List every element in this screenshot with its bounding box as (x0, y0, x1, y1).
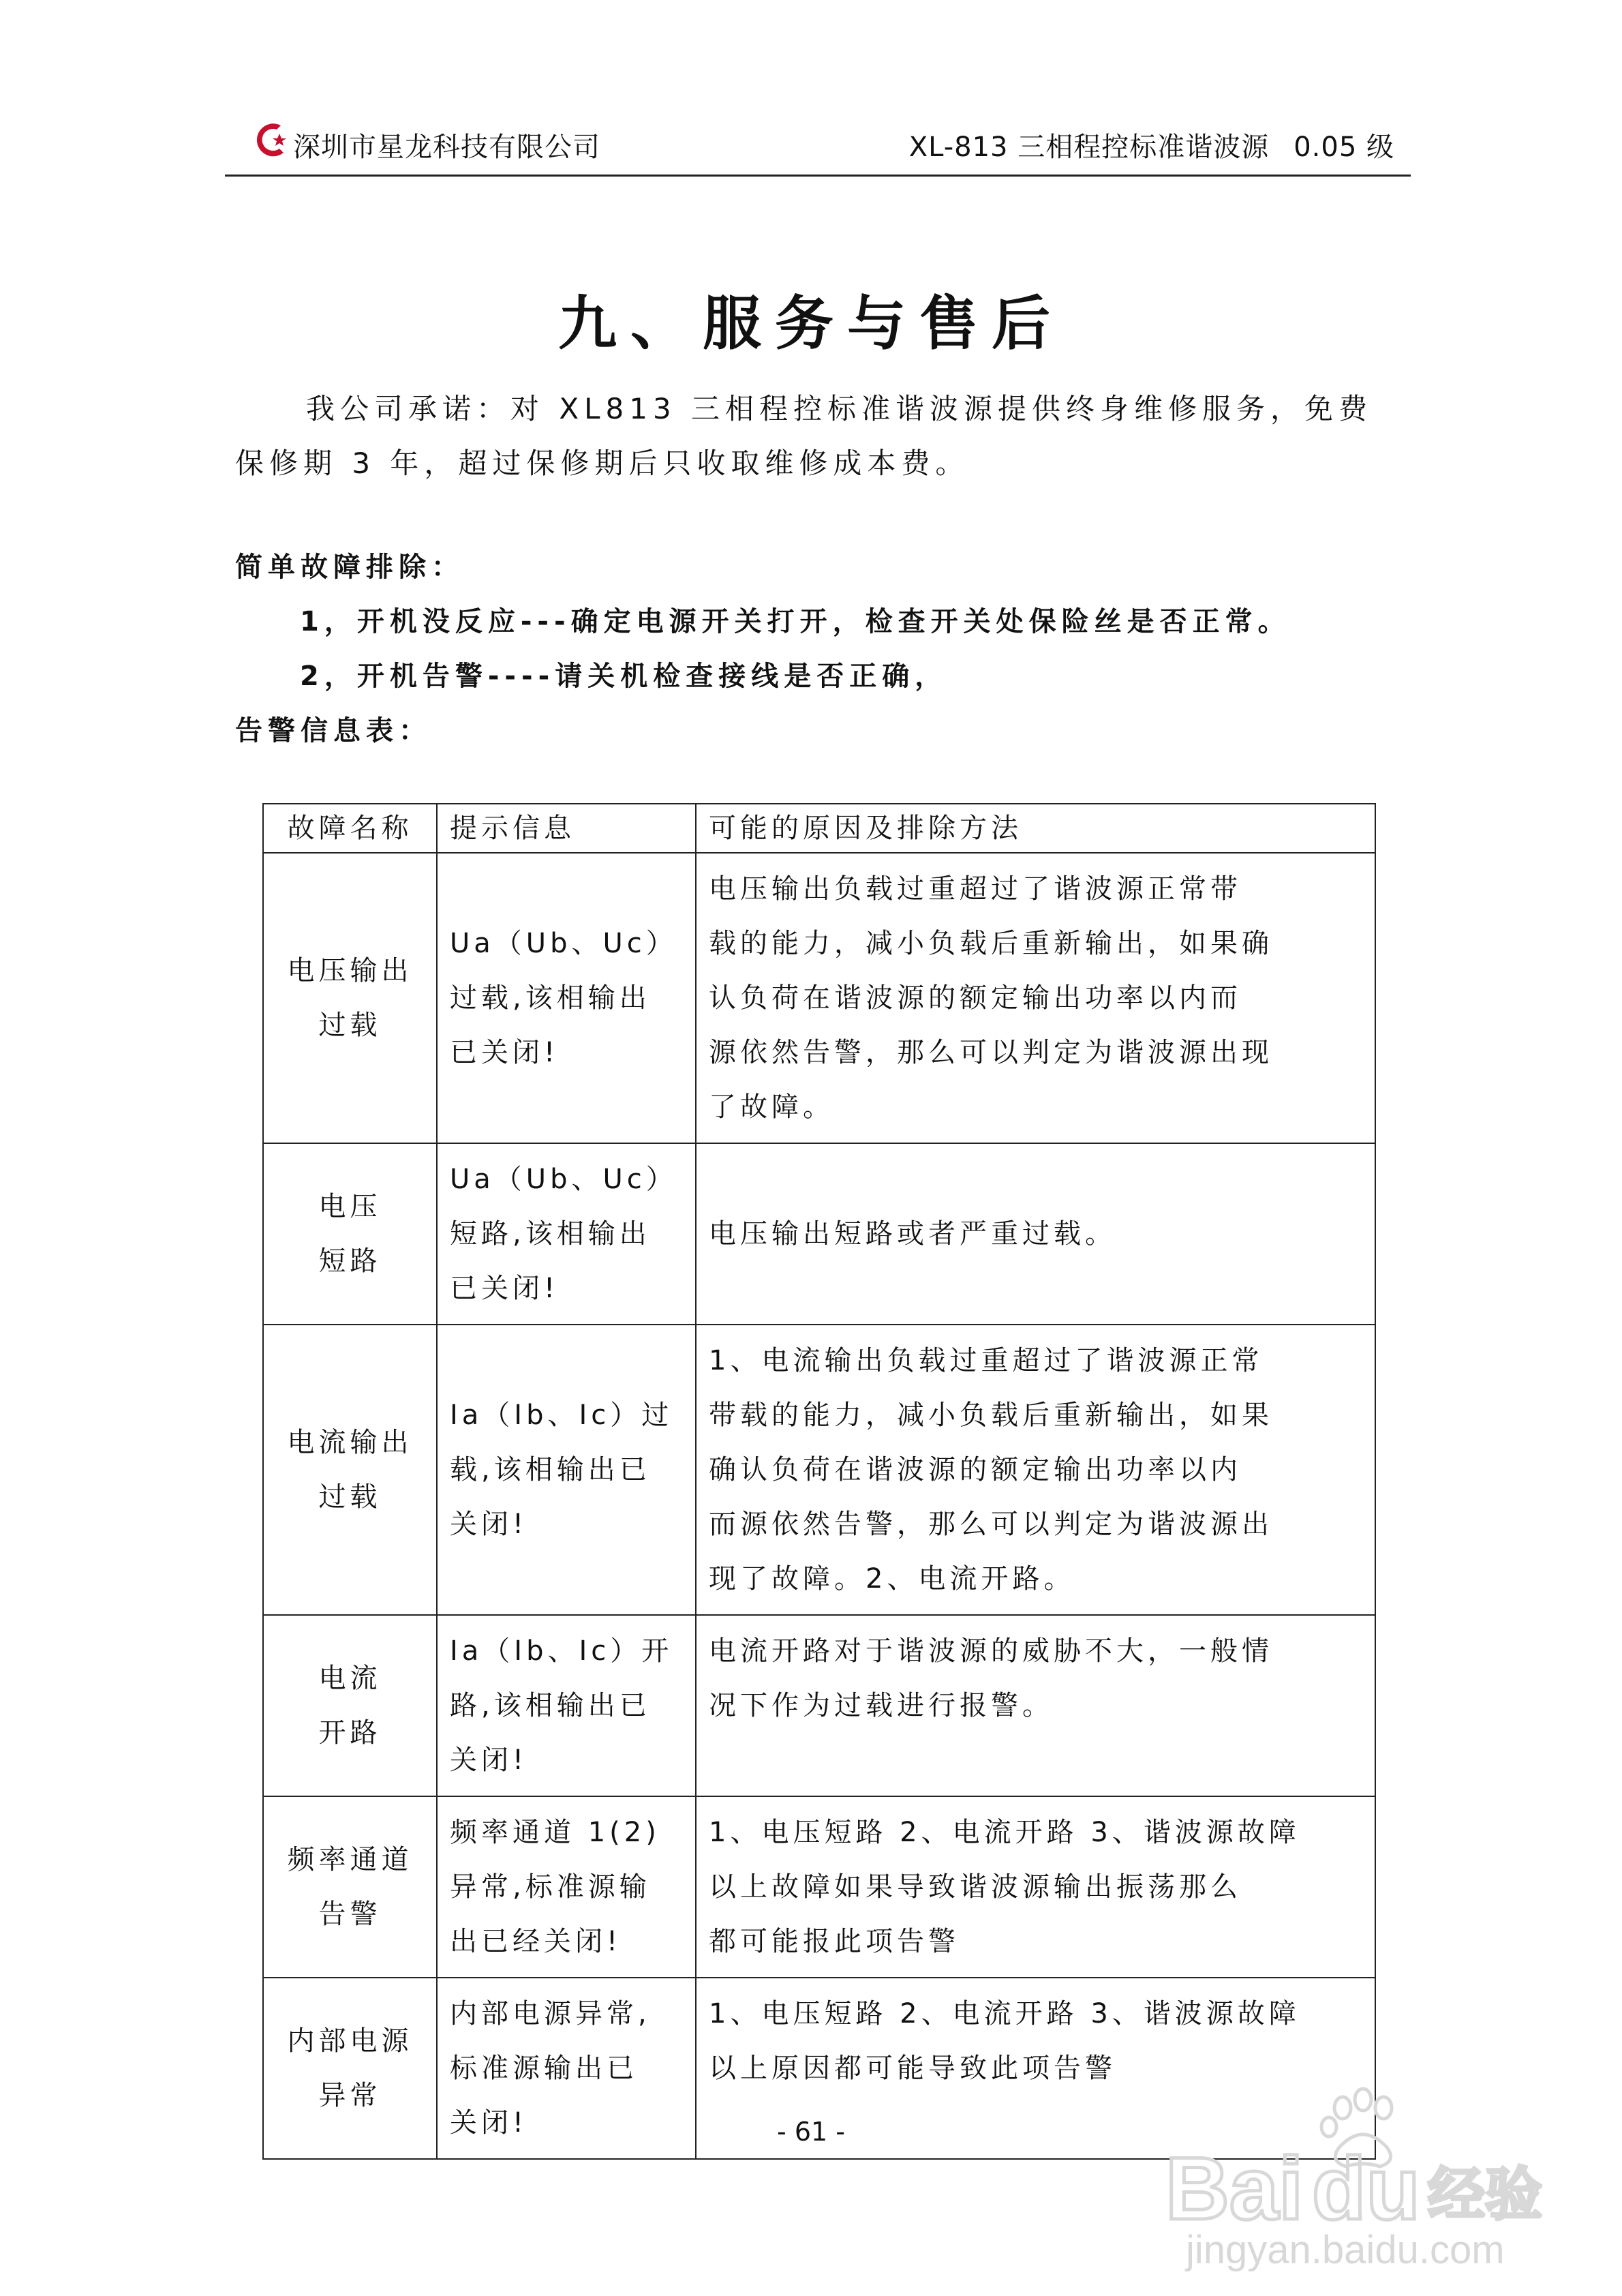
page-header (225, 116, 1411, 177)
header-fault-name: 故障名称 (263, 804, 437, 853)
fault-name-line: 异常 (318, 2080, 382, 2111)
fault-name-line: 短路 (318, 1245, 382, 1277)
product-title (909, 125, 1394, 164)
cause-line: 而源依然告警，那么可以判定为谐波源出 (709, 1509, 1273, 1540)
cause-line: 以上故障如果导致谐波源输出振荡那么 (709, 1871, 1242, 1903)
alarm-info-table (262, 803, 1376, 2160)
fault-name-cell (263, 1143, 437, 1325)
header-message: 提示信息 (437, 804, 696, 853)
troubleshooting-label: 简单故障排除： (235, 552, 464, 583)
baidu-watermark-logo (1159, 2059, 1554, 2277)
message-line: Ia（Ib、Ic）过 (450, 1400, 673, 1431)
cause-cell (696, 1796, 1375, 1978)
cause-line: 确认负荷在谐波源的额定输出功率以内 (709, 1454, 1242, 1485)
message-line: 已关闭! (450, 1273, 560, 1304)
fault-name-cell (263, 1796, 437, 1978)
company-logo-icon (254, 119, 292, 161)
fault-name-line: 电压 (318, 1191, 382, 1222)
header-cause: 可能的原因及排除方法 (696, 804, 1375, 853)
message-cell (437, 853, 696, 1143)
table-row (263, 1615, 1375, 1796)
fault-name-cell (263, 1325, 437, 1615)
cause-cell (696, 853, 1375, 1143)
fault-name-line: 过载 (318, 1481, 382, 1513)
cause-cell (696, 1615, 1375, 1796)
alarm-table-label: 告警信息表： (235, 715, 431, 746)
accuracy-grade: 0.05 级 (1294, 132, 1394, 163)
table-header-row (263, 804, 1375, 853)
message-cell (437, 1796, 696, 1978)
message-line: 内部电源异常, (450, 1998, 651, 2029)
fault-name-line: 频率通道 (287, 1844, 413, 1875)
message-line: 关闭! (450, 2107, 528, 2139)
table-row (263, 1325, 1375, 1615)
svg-text:经验: 经验 (1428, 2161, 1543, 2228)
intro-line-1: 我公司承诺：对 XL813 三相程控标准谐波源提供终身维修服务，免费 (306, 392, 1373, 425)
cause-line: 以上原因都可能导致此项告警 (709, 2053, 1116, 2084)
product-name: XL-813 三相程控标准谐波源 (908, 132, 1270, 163)
message-line: 载,该相输出已 (450, 1454, 651, 1485)
fault-name-line: 告警 (318, 1899, 382, 1930)
cause-line: 认负荷在谐波源的额定输出功率以内而 (709, 982, 1242, 1014)
message-line: 已关闭! (450, 1037, 560, 1068)
message-cell (437, 1325, 696, 1615)
table-row (263, 1796, 1375, 1978)
fault-name-line: 电流输出 (287, 1427, 413, 1458)
cause-cell (696, 1325, 1375, 1615)
cause-line: 1、电流输出负载过重超过了谐波源正常 (709, 1345, 1264, 1376)
message-line: Ia（Ib、Ic）开 (450, 1635, 673, 1667)
troubleshooting-step-1: 1，开机没反应---确定电源开关打开，检查开关处保险丝是否正常。 (300, 606, 1291, 637)
page-number: - 61 - (777, 2117, 845, 2147)
fault-name-cell (263, 853, 437, 1143)
message-line: 频率通道 1(2) (450, 1817, 660, 1848)
fault-name-line: 开路 (318, 1717, 382, 1749)
fault-name-cell (263, 1615, 437, 1796)
cause-line: 都可能报此项告警 (709, 1926, 960, 1957)
cause-line: 电流开路对于谐波源的威胁不大，一般情 (709, 1635, 1273, 1667)
cause-line: 况下作为过载进行报警。 (709, 1690, 1054, 1721)
company-name: 深圳市星龙科技有限公司 (293, 132, 600, 163)
svg-text:Bai: Bai (1165, 2139, 1304, 2238)
message-line: 过载,该相输出 (450, 982, 651, 1014)
message-line: 关闭! (450, 1509, 528, 1540)
svg-text:jingyan.baidu.com: jingyan.baidu.com (1186, 2228, 1505, 2272)
cause-line: 电压输出短路或者严重过载。 (709, 1218, 1116, 1250)
table-row (263, 853, 1375, 1143)
message-line: Ua（Ub、Uc） (450, 1164, 677, 1195)
message-cell (437, 1615, 696, 1796)
page-title: 九、服务与售后 (558, 289, 1064, 358)
fault-name-line: 电流 (318, 1663, 382, 1694)
cause-cell (696, 1143, 1375, 1325)
troubleshooting-step-2: 2，开机告警----请关机检查接线是否正确， (300, 661, 948, 692)
message-cell (437, 1143, 696, 1325)
intro-line-2: 保修期 3 年，超过保修期后只收取维修成本费。 (235, 447, 970, 480)
message-line: Ua（Ub、Uc） (450, 928, 677, 959)
message-line: 关闭! (450, 1744, 528, 1776)
message-line: 标准源输出已 (450, 2053, 638, 2084)
cause-line: 载的能力，减小负载后重新输出，如果确 (709, 928, 1273, 959)
message-line: 出已经关闭! (450, 1926, 622, 1957)
svg-text:du: du (1312, 2139, 1420, 2238)
table-row (263, 1143, 1375, 1325)
cause-line: 1、电压短路 2、电流开路 3、谐波源故障 (709, 1817, 1300, 1848)
message-line: 短路,该相输出 (450, 1218, 651, 1250)
cause-line: 1、电压短路 2、电流开路 3、谐波源故障 (709, 1998, 1300, 2029)
message-line: 路,该相输出已 (450, 1690, 651, 1721)
cause-line: 现了故障。2、电流开路。 (709, 1563, 1075, 1595)
fault-name-line: 电压输出 (287, 955, 413, 986)
fault-name-line: 内部电源 (287, 2025, 413, 2057)
message-line: 异常,标准源输 (450, 1871, 651, 1903)
cause-line: 电压输出负载过重超过了谐波源正常带 (709, 873, 1242, 905)
cause-line: 了故障。 (709, 1091, 834, 1123)
cause-line: 源依然告警，那么可以判定为谐波源出现 (709, 1037, 1273, 1068)
cause-line: 带载的能力，减小负载后重新输出，如果 (709, 1400, 1273, 1431)
fault-name-line: 过载 (318, 1010, 382, 1041)
service-promise (235, 382, 1387, 491)
